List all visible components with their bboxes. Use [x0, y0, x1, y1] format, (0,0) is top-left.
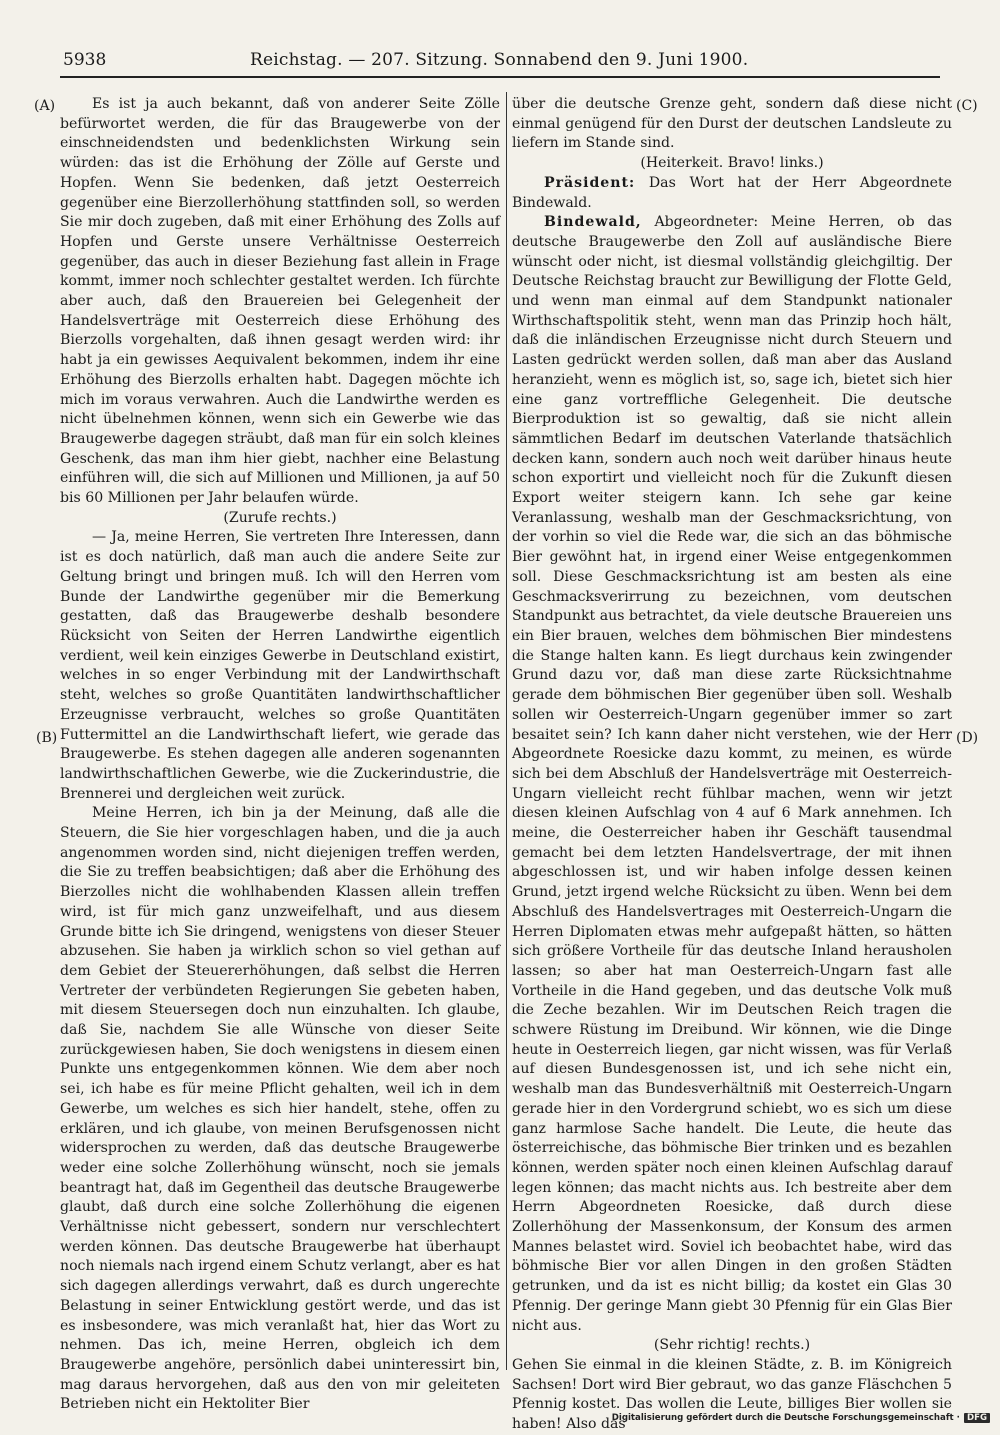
- paragraph: — Ja, meine Herren, Sie vertreten Ihre Interessen, dann ist es doch natürlich, daß man auch die andere Seite zur Geltung bringt und bringen muß. Ich will den Herren vom Bunde der Landwirthe gegenüber mir die Bemerkung gestatten, daß das Braugewerbe deshalb besondere Rücksicht von Seiten der Herren Landwirthe eigentlich verdient, weil kein einziges Gewerbe in Deutschland existirt, welches in so enger Verbindung mit der Landwirthschaft steht, welches so große Quantitäten landwirthschaftlicher Erzeugnisse verbraucht, welches so große Quantitäten Futtermittel an die Landwirthschaft liefert, wie gerade das Braugewerbe. Es stehen dagegen alle anderen sogenannten landwirthschaftlichen Gewerbe, wie die Zuckerindustrie, die Brennerei und dergleichen weit zurück.: [60, 529, 500, 802]
- column-divider: [506, 92, 507, 1370]
- credit-text: Digitalisierung gefördert durch die Deutsche Forschungsgemeinschaft ·: [611, 1413, 960, 1423]
- dfg-logo-icon: DFG: [964, 1413, 990, 1423]
- digitization-credit: [600, 1413, 990, 1423]
- left-column: [60, 95, 500, 1413]
- president-label: Präsident:: [544, 174, 636, 191]
- page-header: [0, 0, 1000, 84]
- paragraph: Meine Herren, ich bin ja der Meinung, daß alle die Steuern, die Sie hier vorgeschlagen haben, und die ja auch angenommen worden sind, nicht diejenigen treffen werden, die Sie zu treffen beabsichtigen; daß aber die Erhöhung des Bierzolles nicht die wohlhabenden Klassen allein treffen wird, ist für mich ganz unzweifelhaft, und aus diesem Grunde bitte ich Sie dringend, wenigstens von dieser Steuer abzusehen. Sie haben ja wirklich schon so viel gethan auf dem Gebiet der Steuererhöhungen, daß selbst die Herren Vertreter der verbündeten Regierungen Sie gebeten haben, mit diesem Steuersegen doch nun einzuhalten. Ich glaube, daß Sie, nachdem Sie alle Wünsche von dieser Seite zurückgewiesen haben, Sie doch wenigstens in diesem einen Punkte uns entgegenkommen können. Wie dem aber noch sei, ich habe es für meine Pflicht gehalten, weil ich in dem Gewerbe, um welches es sich hier handelt, stehe, offen zu erklären, und ich glaube, von meinen Berufsgenossen nicht widersprochen zu werden, daß das deutsche Braugewerbe weder eine solche Zollerhöhung wünscht, noch sie jemals beantragt hat, daß im Gegentheil das deutsche Braugewerbe glaubt, daß durch eine solche Zollerhöhung die eigenen Verhältnisse nicht gebessert, sondern nur verschlechtert werden können. Das deutsche Braugewerbe hat überhaupt noch niemals nach irgend einem Schutz verlangt, aber es hat sich dagegen allerdings verwahrt, daß es durch ungerechte Belastung in seiner Entwicklung gestört werde, und das ist es insbesondere, was mich veranlaßt hat, hier das Wort zu nehmen. Das ich, meine Herren, obgleich ich dem Braugewerbe angehöre, persönlich dabei uninteressirt bin, mag daraus hervorgehen, daß aus den von mir geleiteten Betrieben nicht ein Hektoliter Bier: [60, 805, 500, 1413]
- margin-mark-a: (A): [34, 98, 56, 114]
- header-rule: [60, 76, 940, 78]
- interjection: (Sehr richtig! rechts.): [653, 1337, 811, 1354]
- margin-mark-d: (D): [956, 730, 979, 746]
- interjection: (Zurufe rechts.): [223, 509, 337, 526]
- paragraph: Es ist ja auch bekannt, daß von anderer Seite Zölle befürwortet werden, die für das Braugewerbe von der einschneidendsten und bedenklichsten Wirkung sein würden: das ist die Erhöhung der Zölle auf Gerste und Hopfen. Wenn Sie bedenken, daß jetzt Oesterreich gegenüber eine Bierzollerhöhung stattfinden soll, so werden Sie mir doch zugeben, daß mit einer Erhöhung des Zolls auf Hopfen und Gerste unsere Verhältnisse Oesterreich gegenüber, das auch in dieser Beziehung fast allein in Frage kommt, immer noch schlechter gestaltet werden. Ich fürchte aber auch, daß den Brauereien bei Gelegenheit der Handelsverträge mit Oesterreich diese Erhöhung des Bierzolls vorgehalten, daß ihnen gesagt werden wird: ihr habt ja ein gewisses Aequivalent bekommen, indem ihr eine Erhöhung des Bierzolls erhalten habt. Dagegen möchte ich mich im voraus verwahren. Auch die Landwirthe werden es nicht übelnehmen können, wenn sich ein Gewerbe wie das Braugewerbe dagegen sträubt, daß man für ein solch kleines Geschenk, das man ihm hier giebt, nachher eine Belastung einführen will, die sich auf Millionen und Millionen, ja auf 50 bis 60 Millionen per Jahr belaufen würde.: [60, 96, 500, 507]
- speech-text: Abgeordneter: Meine Herren, ob das deutsche Braugewerbe den Zoll auf ausländische Biere wünscht oder nicht, ist diesmal vollständig gleichgiltig. Der Deutsche Reichstag braucht zur Bewilligung der Flotte Geld, und wenn man einmal auf dem Standpunkt nationaler Wirthschaftspolitik steht, wenn man das Prinzip hoch hält, daß die inländischen Erzeugnisse nicht durch Steuern und Lasten gedrückt werden sollen, daß man aber das Ausland heranzieht, wenn es möglich ist, so, sage ich, bietet sich hier eine ganz vortreffliche Gelegenheit. Die deutsche Bierproduktion ist so gewaltig, daß sie nicht allein sämmtlichen Bedarf im deutschen Vaterlande thatsächlich decken kann, sondern auch noch weit darüber hinaus heute schon exportirt und vielleicht noch für die Zukunft diesen Export weiter steigern kann. Ich sehe gar keine Veranlassung, weshalb man der Geschmacksrichtung, von der vorhin so viel die Rede war, die sich an das böhmische Bier gewöhnt hat, in irgend einer Weise entgegenkommen soll. Diese Geschmacksrichtung ist am besten als eine Geschmacksverirrung zu bezeichnen, vom deutschen Standpunkt aus betrachtet, da viele deutsche Brauereien uns ein Bier brauen, welches dem böhmischen Bier mindestens die Stange halten kann. Es liegt durchaus kein zwingender Grund dazu vor, daß man diese zarte Rücksichtnahme gerade dem böhmischen Bier gegenüber üben soll. Weshalb sollen wir Oesterreich-Ungarn gegenüber immer so zart besaitet sein? Ich kann daher nicht verstehen, wie der Herr Abgeordnete Roesicke dazu kommt, zu meinen, es würde sich bei dem Abschluß der Handelsverträge mit Oesterreich-Ungarn vielleicht recht fühlbar machen, wenn wir jetzt diesen kleinen Aufschlag von 4 auf 6 Mark annehmen. Ich meine, die Oesterreicher haben ihr Geschäft tausendmal gemacht bei dem letzten Handelsvertrage, der mit ihnen abgeschlossen ist, und wir haben infolge dessen keinen Grund, jetzt irgend welche Rücksicht zu üben. Wenn bei dem Abschluß des Handelsvertrages mit Oesterreich-Ungarn die Herren Diplomaten etwas mehr aufgepaßt hätten, so hätten sich größere Vortheile für das deutsche Inland herausholen lassen; so aber hat man Oesterreich-Ungarn fast alle Vortheile in die Hand gegeben, und das deutsche Volk muß die Zeche bezahlen. Wir im Deutschen Reich tragen die schwere Rüstung im Dreibund. Wir können, wie die Dinge heute in Oesterreich liegen, gar nicht wissen, was für Verlaß auf diesen Bundesgenossen ist, und ich sehe nicht ein, weshalb man das Bundesverhältniß mit Oesterreich-Ungarn gerade hier in den Vordergrund schiebt, wo es sich um diese ganz harmlose Sache handelt. Die Leute, die heute das österreichische, das böhmische Bier trinken und es bezahlen können, werden später noch einen kleinen Aufschlag darauf legen können; das macht nichts aus. Ich bestreite aber dem Herrn Abgeordneten Roesicke, daß durch diese Zollerhöhung der Massenkonsum, der Konsum des armen Mannes belastet wird. Soviel ich beobachtet habe, wird das böhmische Bier vor allen Dingen in den großen Städten getrunken, und da ist es nicht billig; da kostet ein Glas 30 Pfennig. Der geringe Mann giebt 30 Pfennig für ein Glas Bier nicht aus.: [512, 214, 953, 1334]
- speech: [512, 213, 952, 1336]
- paragraph: über die deutsche Grenze geht, sondern daß diese nicht einmal genügend für den Durst der deutschen Landsleute zu liefern im Stande sind.: [512, 96, 952, 152]
- margin-mark-c: (C): [956, 98, 978, 114]
- interjection: (Heiterkeit. Bravo! links.): [640, 155, 824, 172]
- speaker-label: Bindewald,: [544, 214, 642, 231]
- margin-mark-b: (B): [36, 730, 58, 746]
- president-text: Das Wort hat der Herr Abgeordnete Bindewald.: [512, 174, 952, 211]
- paragraph: Gehen Sie einmal in die kleinen Städte, z. B. im Königreich Sachsen! Dort wird Bier gebraut, wo das ganze Fläschchen 5 Pfennig kostet. Das wollen die Leute, billiges Bier wollen sie haben! Also das: [512, 1357, 952, 1433]
- president-statement: [512, 174, 952, 213]
- page-number: 5938: [63, 50, 107, 70]
- running-title: Reichstag. — 207. Sitzung. Sonnabend den 9. Juni 1900.: [250, 50, 749, 70]
